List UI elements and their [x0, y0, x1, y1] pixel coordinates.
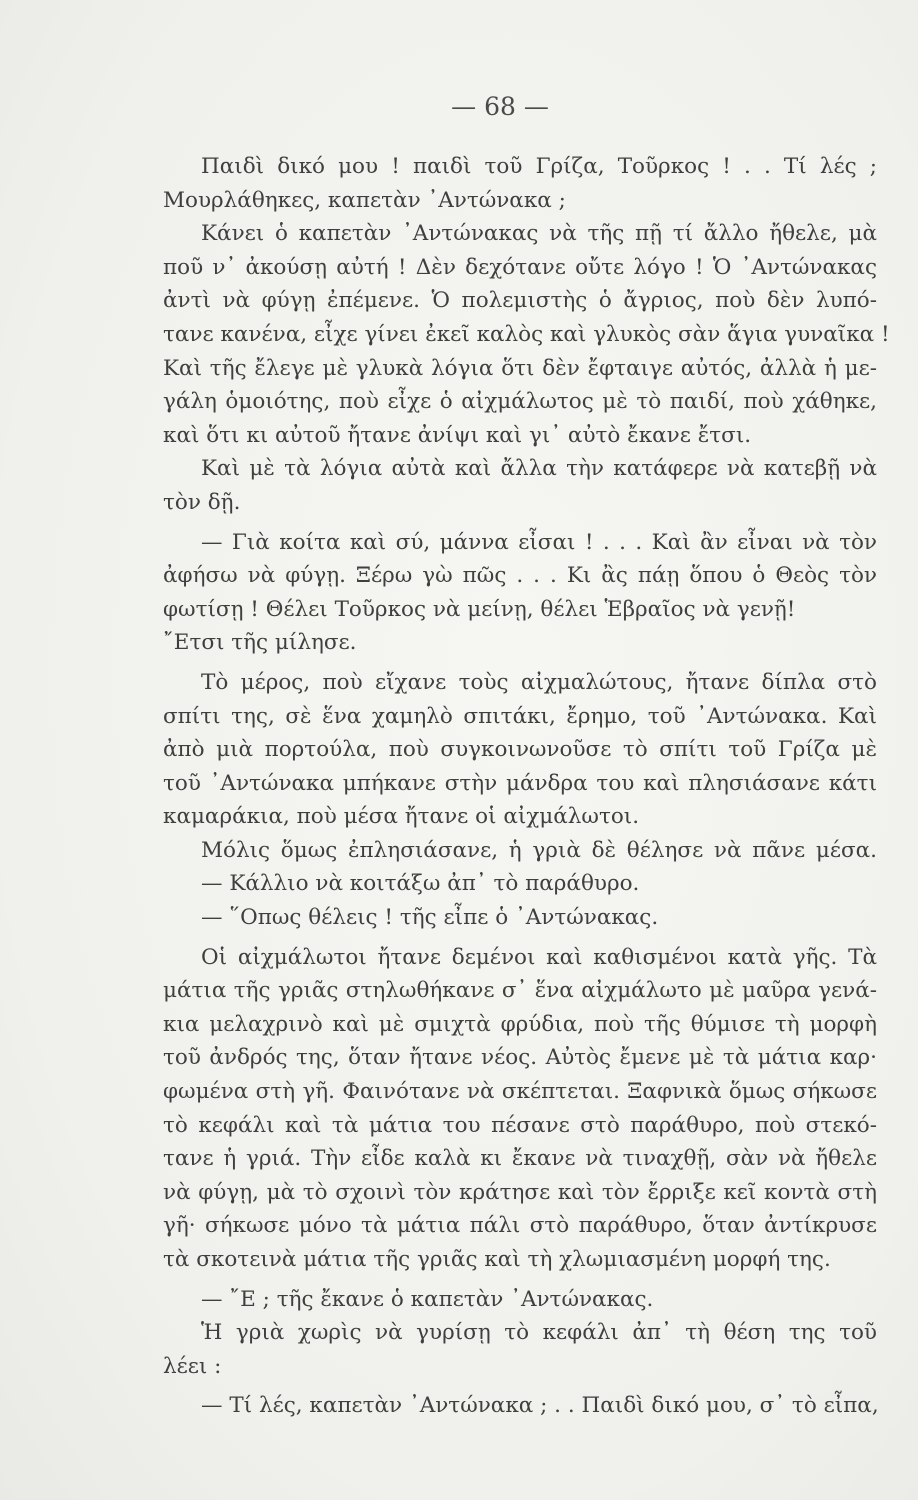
text-line: Καὶ τῆς ἔλεγε μὲ γλυκὰ λόγια ὅτι δὲν ἔφταιγε αὐτός, ἀλλὰ ἡ με-	[163, 355, 877, 381]
text-line: σπίτι της, σὲ ἕνα χαμηλὸ σπιτάκι, ἔρημο, τοῦ ᾿Αντώνακα. Καὶ	[163, 703, 877, 729]
page-number: — 68 —	[451, 92, 549, 121]
text-line: τὸ κεφάλι καὶ τὰ μάτια του πέσανε στὸ παράθυρο, ποὺ στεκό-	[163, 1112, 877, 1138]
text-line: ῎Ετσι τῆς μίλησε.	[163, 630, 357, 656]
text-line: — Γιὰ κοίτα καὶ σύ, μάννα εἶσαι ! . . . Καὶ ἂν εἶναι νὰ τὸν	[201, 529, 877, 555]
text-line: γῆ· σήκωσε μόνο τὰ μάτια πάλι στὸ παράθυρο, ὅταν ἀντίκρυσε	[163, 1213, 877, 1239]
text-line: καὶ ὅτι κι αὐτοῦ ἤτανε ἀνίψι καὶ γι᾿ αὐτὸ ἔκανε ἔτσι.	[163, 422, 752, 448]
text-line: — Τί λές, καπετὰν ᾿Αντώνακα ; . . Παιδὶ δικό μου, σ᾿ τὸ εἶπα,	[201, 1393, 879, 1419]
text-line: ἀφήσω νὰ φύγῃ. Ξέρω γὼ πῶς . . . Κι ἂς πάῃ ὅπου ὁ Θεὸς τὸν	[163, 563, 877, 589]
text-line: μάτια τῆς γριᾶς στηλωθήκανε σ᾿ ἕνα αἰχμάλωτο μὲ μαῦρα γενά-	[163, 978, 877, 1004]
text-line: τανε κανένα, εἶχε γίνει ἐκεῖ καλὸς καὶ γλυκὸς σὰν ἅγια γυναῖκα !	[163, 321, 890, 347]
text-line: Μουρλάθηκες, καπετὰν ᾿Αντώνακα ;	[163, 187, 566, 213]
text-line: τὸν δῇ.	[163, 489, 241, 515]
text-line: φωτίσῃ ! Θέλει Τοῦρκος νὰ μείνῃ, θέλει Ἑβραῖος νὰ γενῇ!	[163, 596, 796, 622]
text-line: Καὶ μὲ τὰ λόγια αὐτὰ καὶ ἄλλα τὴν κατάφερε νὰ κατεβῇ νὰ	[201, 456, 877, 482]
text-line: — ῞Οπως θέλεις ! τῆς εἶπε ὁ ᾿Αντώνακας.	[201, 905, 659, 931]
text-line: ἀντὶ νὰ φύγῃ ἐπέμενε. Ὁ πολεμιστὴς ὁ ἄγριος, ποὺ δὲν λυπό-	[163, 288, 877, 314]
text-line: Κάνει ὁ καπετὰν ᾿Αντώνακας νὰ τῆς πῇ τί ἄλλο ἤθελε, μὰ	[201, 221, 877, 247]
text-line: Οἱ αἰχμάλωτοι ἤτανε δεμένοι καὶ καθισμένοι κατὰ γῆς. Τὰ	[201, 944, 877, 970]
text-line: ἀπὸ μιὰ πορτούλα, ποὺ συγκοινωνοῦσε τὸ σπίτι τοῦ Γρίζα μὲ	[163, 737, 877, 763]
text-line: κια μελαχρινὸ καὶ μὲ σμιχτὰ φρύδια, ποὺ τῆς θύμισε τὴ μορφὴ	[163, 1011, 877, 1037]
text-line: — ῎Ε ; τῆς ἔκανε ὁ καπετὰν ᾿Αντώνακας.	[201, 1286, 654, 1312]
text-line: νὰ φύγῃ, μὰ τὸ σχοινὶ τὸν κράτησε καὶ τὸν ἔρριξε κεῖ κοντὰ στὴ	[163, 1179, 877, 1205]
text-line: Ἡ γριὰ χωρὶς νὰ γυρίσῃ τὸ κεφάλι ἀπ᾿ τὴ θέση της τοῦ	[201, 1320, 877, 1346]
text-line: λέει :	[163, 1353, 222, 1379]
text-line: — Κάλλιο νὰ κοιτάξω ἀπ᾿ τὸ παράθυρο.	[201, 871, 640, 897]
text-line: ποῦ ν᾿ ἀκούσῃ αὐτή ! Δὲν δεχότανε οὔτε λόγο ! Ὁ ᾿Αντώνακας	[163, 254, 877, 280]
text-line: Παιδὶ δικό μου ! παιδὶ τοῦ Γρίζα, Τοῦρκος ! . . Τί λές ;	[201, 154, 877, 179]
text-line: τοῦ ἀνδρός της, ὅταν ἤτανε νέος. Αὐτὸς ἔμενε μὲ τὰ μάτια καρ·	[163, 1045, 877, 1071]
text-line: γάλη ὁμοιότης, ποὺ εἶχε ὁ αἰχμάλωτος μὲ τὸ παιδί, ποὺ χάθηκε,	[163, 389, 877, 415]
body-text	[163, 150, 890, 1423]
text-line: φωμένα στὴ γῆ. Φαινότανε νὰ σκέπτεται. Ξαφνικὰ ὅμως σήκωσε	[163, 1079, 877, 1105]
text-line: Τὸ μέρος, ποὺ εἴχανε τοὺς αἰχμαλώτους, ἤτανε δίπλα στὸ	[201, 669, 877, 695]
text-line: τοῦ ᾿Αντώνακα μπήκανε στὴν μάνδρα του καὶ πλησιάσανε κάτι	[163, 770, 877, 796]
text-line: τὰ σκοτεινὰ μάτια τῆς γριᾶς καὶ τὴ χλωμιασμένη μορφή της.	[163, 1247, 831, 1272]
text-line: Μόλις ὅμως ἐπλησιάσανε, ἡ γριὰ δὲ θέλησε νὰ πᾶνε μέσα.	[201, 837, 877, 863]
text-line: καμαράκια, ποὺ μέσα ἤτανε οἱ αἰχμάλωτοι.	[163, 804, 640, 830]
text-line: τανε ἡ γριά. Τὴν εἶδε καλὰ κι ἔκανε νὰ τιναχθῇ, σὰν νὰ ἤθελε	[163, 1146, 877, 1172]
